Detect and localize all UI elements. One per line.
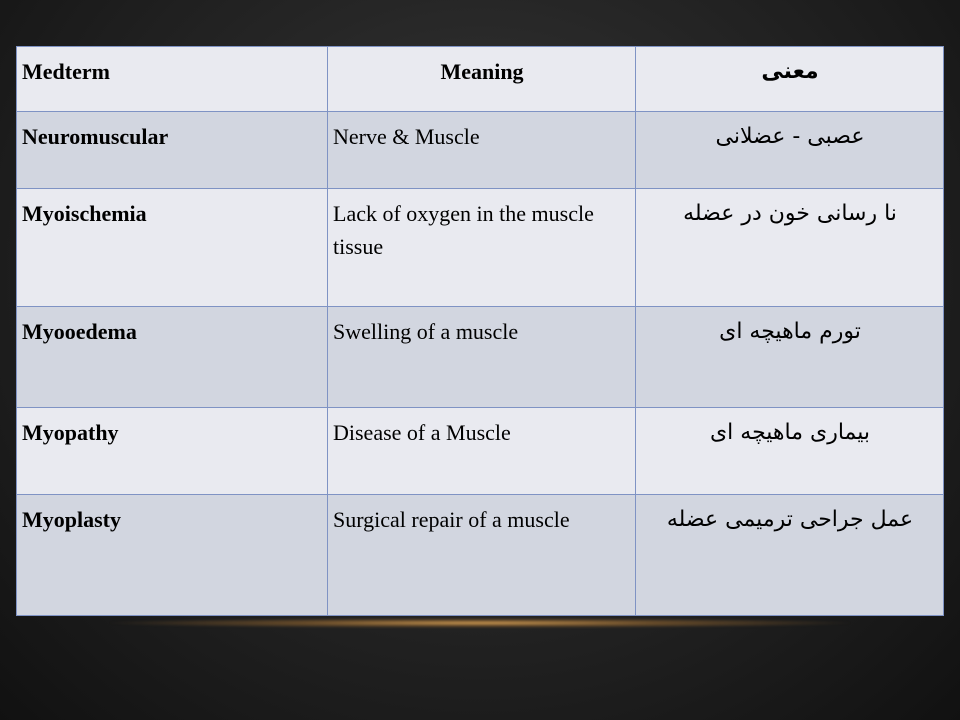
meaning-cell: Nerve & Muscle [328, 112, 636, 189]
meaning-cell: Lack of oxygen in the muscle tissue [328, 189, 636, 307]
table-row [17, 189, 944, 307]
table-row [17, 408, 944, 495]
medterm-table-container [16, 46, 943, 615]
persian-cell: بیماری ماهیچه ای [636, 408, 944, 495]
term-cell: Myoplasty [17, 495, 328, 616]
table-row [17, 495, 944, 616]
meaning-cell: Swelling of a muscle [328, 307, 636, 408]
term-cell: Neuromuscular [17, 112, 328, 189]
term-cell: Myooedema [17, 307, 328, 408]
table-row [17, 307, 944, 408]
decorative-glow-line [110, 618, 850, 628]
table-header-row [17, 47, 944, 112]
header-medterm: Medterm [17, 47, 328, 112]
term-cell: Myoischemia [17, 189, 328, 307]
persian-cell: نا رسانی خون در عضله [636, 189, 944, 307]
header-meaning: Meaning [328, 47, 636, 112]
term-cell: Myopathy [17, 408, 328, 495]
table-row [17, 112, 944, 189]
medterm-table [16, 46, 944, 616]
header-persian-meaning: معنی [636, 47, 944, 112]
persian-cell: عصبی - عضلانی [636, 112, 944, 189]
persian-cell: عمل جراحی ترمیمی عضله [636, 495, 944, 616]
meaning-cell: Disease of a Muscle [328, 408, 636, 495]
persian-cell: تورم ماهیچه ای [636, 307, 944, 408]
meaning-cell: Surgical repair of a muscle [328, 495, 636, 616]
